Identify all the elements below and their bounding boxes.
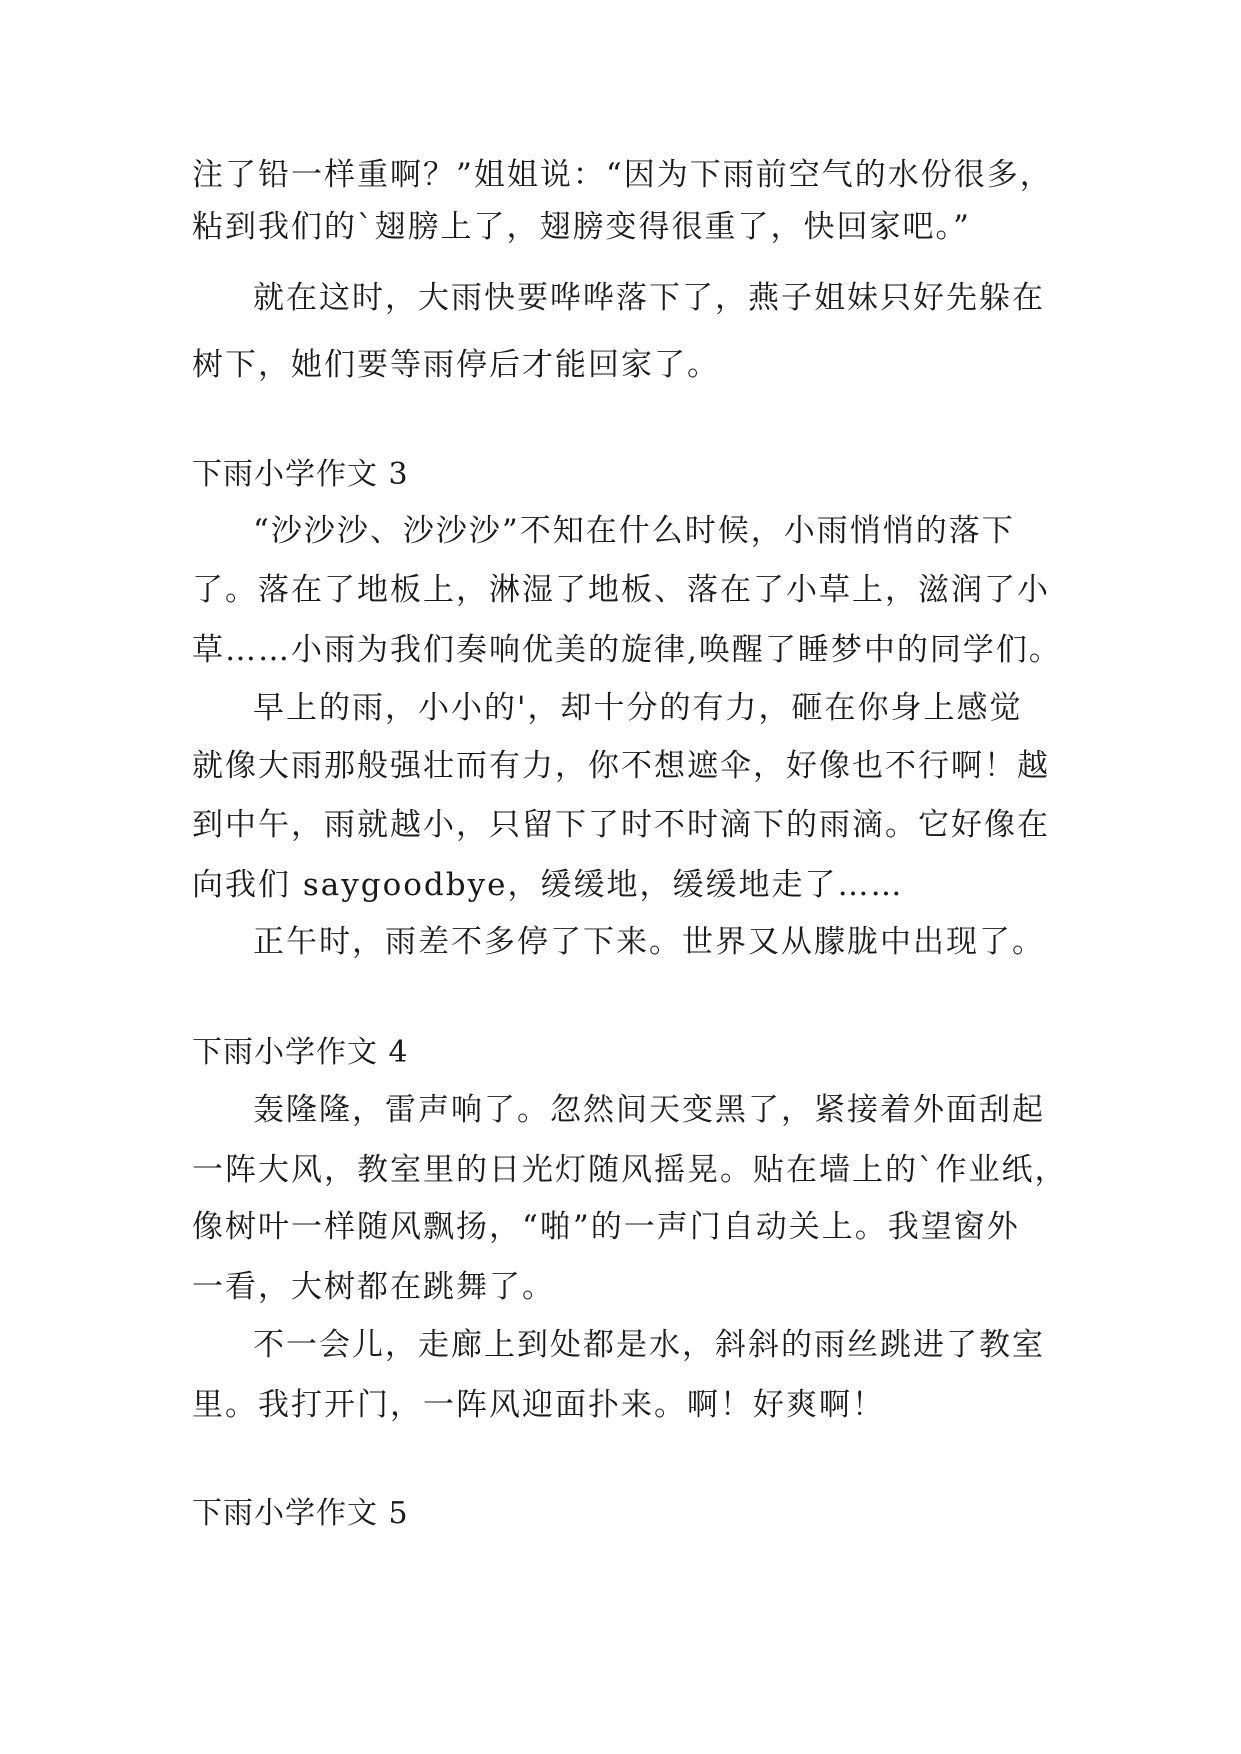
section-heading: 下雨小学作文 5 xyxy=(192,1496,409,1531)
paragraph-line: 正午时，雨差不多停了下来。世界又从朦胧中出现了。 xyxy=(253,924,1045,960)
paragraph-line: 早上的雨，小小的'，却十分的有力，砸在你身上感觉 xyxy=(253,690,1023,726)
paragraph-line: 了。落在了地板上，淋湿了地板、落在了小草上，滋润了小 xyxy=(192,572,1050,608)
paragraph-line: 向我们 saygoodbye，缓缓地，缓缓地走了…… xyxy=(192,867,904,903)
paragraph-line: 不一会儿，走廊上到处都是水，斜斜的雨丝跳进了教室 xyxy=(253,1327,1045,1363)
paragraph-line: 里。我打开门，一阵风迎面扑来。啊！好爽啊！ xyxy=(192,1387,885,1423)
paragraph-line: 到中午，雨就越小，只留下了时不时滴下的雨滴。它好像在 xyxy=(192,807,1050,843)
paragraph-line: 注了铅一样重啊？”姐姐说：“因为下雨前空气的水份很多， xyxy=(192,157,1053,193)
paragraph-line: 轰隆隆，雷声响了。忽然间天变黑了，紧接着外面刮起 xyxy=(253,1092,1045,1128)
section-heading: 下雨小学作文 4 xyxy=(192,1035,409,1070)
paragraph-line: 草……小雨为我们奏响优美的旋律,唤醒了睡梦中的同学们。 xyxy=(192,632,1062,668)
paragraph-line: 就像大雨那般强壮而有力，你不想遮伞，好像也不行啊！越 xyxy=(192,748,1050,784)
paragraph-line: 就在这时，大雨快要哗哗落下了，燕子姐妹只好先躲在 xyxy=(253,280,1045,316)
section-heading: 下雨小学作文 3 xyxy=(192,457,409,492)
paragraph-line: “沙沙沙、沙沙沙”不知在什么时候，小雨悄悄的落下 xyxy=(253,513,1015,549)
paragraph-line: 一看，大树都在跳舞了。 xyxy=(192,1269,555,1305)
paragraph-line: 树下，她们要等雨停后才能回家了。 xyxy=(192,347,720,383)
paragraph-line: 粘到我们的`翅膀上了，翅膀变得很重了，快回家吧。” xyxy=(192,209,971,245)
paragraph-line: 一阵大风，教室里的日光灯随风摇晃。贴在墙上的`作业纸， xyxy=(192,1152,1068,1188)
paragraph-line: 像树叶一样随风飘扬，“啪”的一声门自动关上。我望窗外 xyxy=(192,1209,1020,1245)
